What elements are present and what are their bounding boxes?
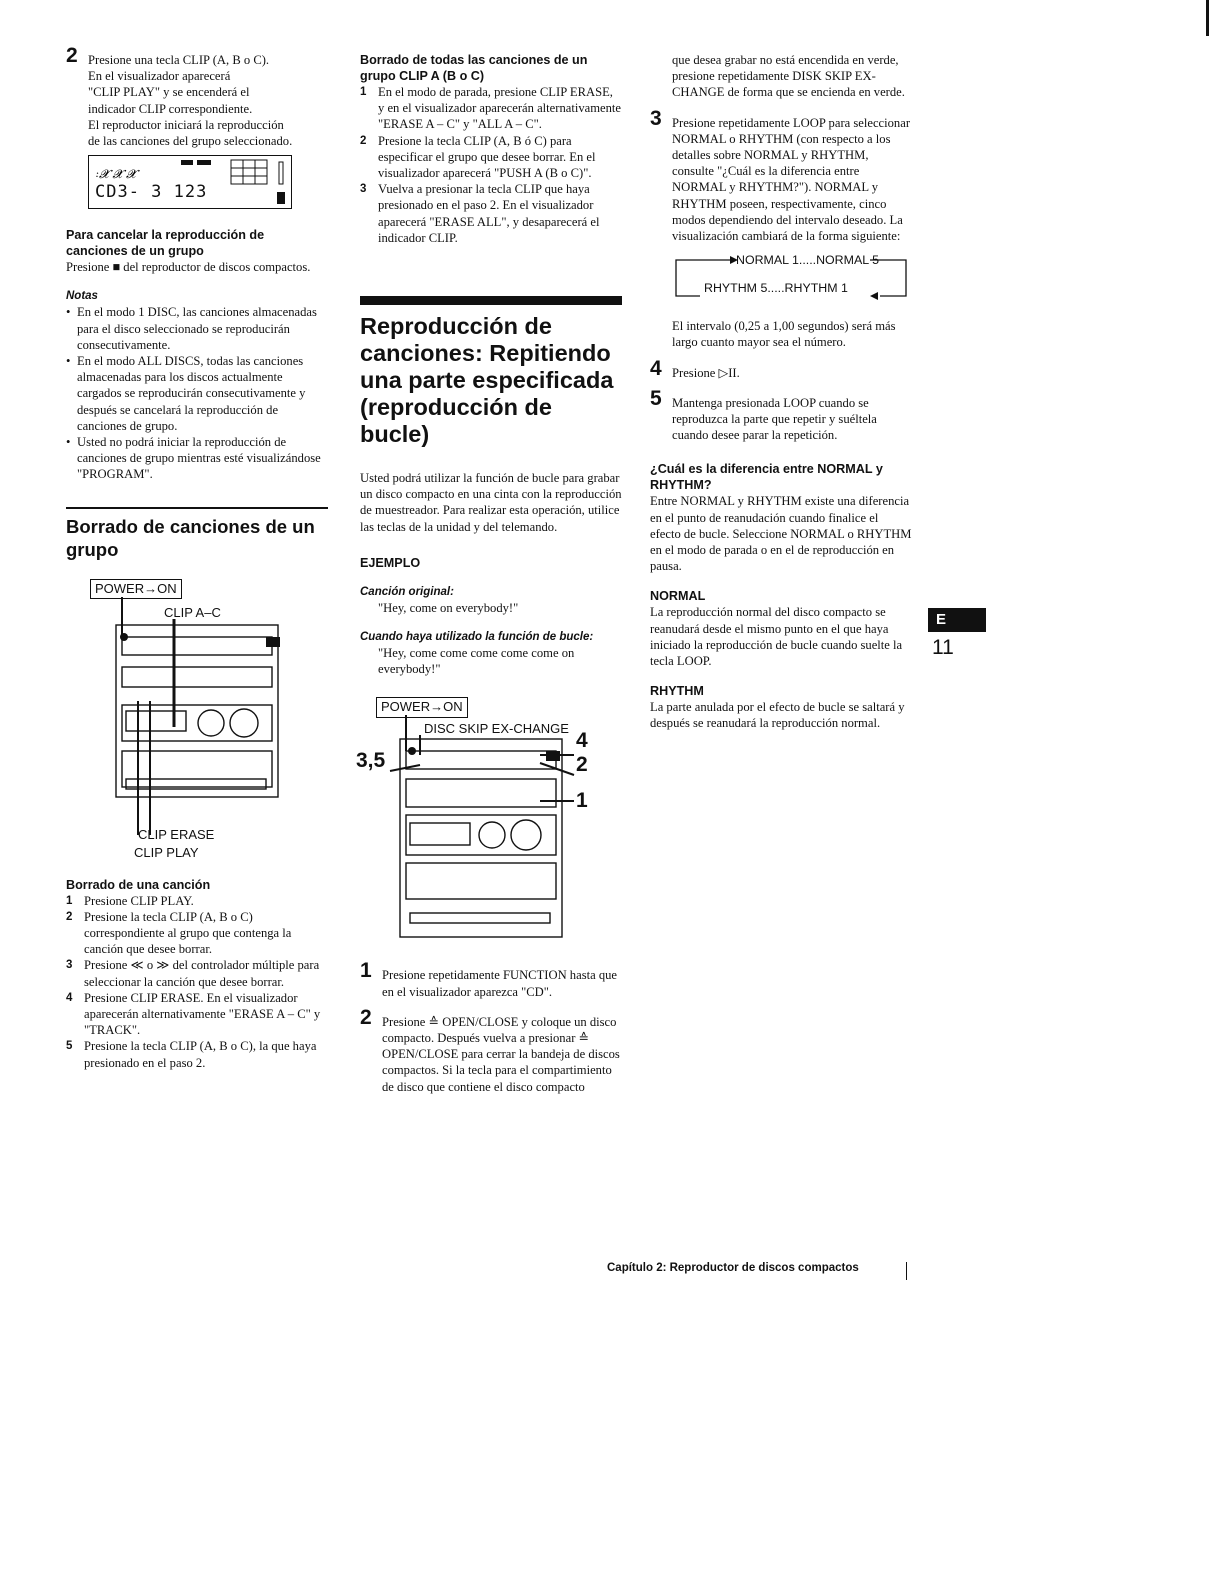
list-item: 5 Presione la tecla CLIP (A, B o C), la que haya presionado en el paso 2. (66, 1039, 317, 1070)
interval-note: El intervalo (0,25 a 1,00 segundos) será más largo cuanto mayor sea el número. (672, 319, 896, 350)
todas-heading: Borrado de todas las canciones de un grupo CLIP A (B o C) (360, 53, 588, 83)
column-1 (66, 44, 328, 1071)
step-2 (66, 44, 328, 149)
loop-normal-sequence: NORMAL 1.....NORMAL 5 (736, 253, 879, 268)
list-item: 1 En el modo de parada, presione CLIP ERASE, y en el visualizador aparecerán alternativamente "ERASE A – C" y "ALL A – C". (360, 85, 621, 132)
power-on-label: POWER→ON (90, 579, 182, 599)
step-1: 1 Presione repetidamente FUNCTION hasta que en el visualizador aparezca "CD". (360, 959, 618, 999)
diff-body: Entre NORMAL y RHYTHM existe una diferencia en el punto de reanudación cuando finalice el efecto de bucle. Seleccione NORMAL o RHYTHM en el modo de parada o en el de reproducción en pausa. (650, 494, 912, 574)
display-text: CD3- 3 123 (95, 182, 208, 203)
rhythm-body: La parte anulada por el efecto de bucle se saltará y después se reanudará la reproducción normal. (650, 700, 905, 731)
bucle-label: Cuando haya utilizado la función de bucle: (360, 631, 594, 644)
svg-text:꞉𝓧 𝓧 𝓧: ꞉𝓧 𝓧 𝓧 (95, 167, 136, 182)
step-line: En el visualizador aparecerá (88, 69, 231, 84)
list-item: 4 Presione CLIP ERASE. En el visualizador aparecerán alternativamente "ERASE A – C" y "TRACK". (66, 990, 321, 1038)
stereo-drawing (66, 597, 328, 837)
callout-3-5: 3,5 (356, 749, 386, 773)
original-text: "Hey, come on everybody!" (378, 600, 519, 615)
clip-play-label: CLIP PLAY (134, 844, 199, 860)
rhythm-heading: RHYTHM (650, 684, 704, 699)
callout-1: 1 (576, 789, 588, 813)
stereo-figure-1 (66, 577, 328, 869)
section-rule (360, 296, 622, 305)
borrado-heading: Borrado de una canción (66, 877, 211, 892)
disc-skip-label: DISC SKIP EX-CHANGE (424, 721, 569, 737)
step-number: 2 (360, 1005, 372, 1029)
stereo-figure-2 (356, 697, 622, 943)
intro-paragraph: Usted podrá utilizar la función de bucle para grabar un disco compacto en una cinta con la reproducción de muestreador. Para realizar esta operación, utilice las teclas de la unidad y del telemando. (360, 471, 622, 534)
continued-text: que desea grabar no está encendida en verde, presione repetidamente DISK SKIP EX-CHANGE de forma que se encienda en verde. (672, 53, 905, 100)
cancel-body: Presione ■ del reproductor de discos compactos. (66, 260, 311, 275)
edge-mark (1206, 0, 1209, 36)
section-rule (66, 507, 328, 509)
power-on-label: POWER→ON (376, 697, 468, 717)
display-figure (88, 155, 292, 209)
callout-2: 2 (576, 753, 588, 777)
note-item: • En el modo 1 DISC, las canciones almacenadas para el disco seleccionado se reproducirán consecutivamente. (66, 305, 317, 352)
list-item: 3 Presione ≪ o ≫ del controlador múltiple para seleccionar la canción que desee borrar. (66, 958, 320, 989)
normal-heading: NORMAL (650, 589, 706, 604)
loop-cycle-diagram (674, 252, 910, 304)
step-number: 3 (650, 106, 662, 130)
clip-erase-label: CLIP ERASE (138, 826, 215, 842)
step-number: 5 (650, 386, 662, 410)
list-item: 1 Presione CLIP PLAY. (66, 893, 194, 908)
step-3: 3 Presione repetidamente LOOP para seleccionar NORMAL o RHYTHM (con respecto a los detalles sobre NORMAL y RHYTHM, consulte "¿Cuál es la diferencia entre NORMAL y RHYTHM?"). NORMAL y RHYTHM poseen, respectivamente, cinco modos dependiendo del intervalo deseado. La visualización cambiará de la forma siguiente: (650, 106, 911, 244)
language-tab: E (928, 608, 986, 632)
stereo-drawing (360, 715, 622, 945)
note-item: • En el modo ALL DISCS, todas las canciones almacenadas para los discos actualmente cargados se reproducirán consecutivamente y después se cancelará la reproducción de canciones de grupo. (66, 354, 306, 433)
original-label: Canción original: (360, 585, 454, 598)
step-line: El reproductor iniciará la reproducción (88, 117, 284, 132)
list-item: 2 Presione la tecla CLIP (A, B ó C) para especificar el grupo que desee borrar. En el visualizador aparecerá "PUSH A (B o C)". (360, 133, 596, 181)
list-item: 3 Vuelva a presionar la tecla CLIP que haya presionado en el paso 2. En el visualizador aparecerá "ERASE ALL", y desaparecerá el indicador CLIP. (360, 182, 600, 245)
step-2: 2 Presione ≙ OPEN/CLOSE y coloque un disco compacto. Después vuelva a presionar ≙ OPEN/CLOSE para cerrar la bandeja de discos compactos. Si la tecla para el compartimiento de disco que contiene el disco compacto (360, 1005, 620, 1094)
step-number: 1 (360, 959, 372, 983)
footer-rule (906, 1262, 907, 1280)
step-line: Presione una tecla CLIP (A, B o C). (88, 53, 270, 67)
column-2 (356, 52, 622, 1095)
normal-body: La reproducción normal del disco compacto se reanudará desde el mismo punto en el que haya iniciado la reproducción de bucle cuando suelte la tecla LOOP. (650, 605, 903, 669)
note-item: • Usted no podrá iniciar la reproducción de canciones de grupo mientras esté visualizándose "PROGRAM". (66, 435, 321, 482)
cancel-heading: Para cancelar la reproducción de canciones de un grupo (66, 228, 265, 259)
page-number: 11 (932, 636, 954, 659)
loop-rhythm-sequence: RHYTHM 5.....RHYTHM 1 (704, 281, 848, 296)
step-5: 5 Mantenga presionada LOOP cuando se reproduzca la parte que repetir y suéltela cuando desee parar la repetición. (650, 386, 877, 443)
callout-4: 4 (576, 729, 588, 753)
diff-heading: ¿Cuál es la diferencia entre NORMAL y RHYTHM? (650, 462, 883, 493)
notas-heading: Notas (66, 290, 98, 303)
step-number: 4 (650, 356, 662, 380)
section-title: Borrado de canciones de un grupo (66, 515, 315, 560)
clip-ac-label: CLIP A–C (164, 604, 221, 620)
list-item: 2 Presione la tecla CLIP (A, B o C) correspondiente al grupo que contenga la canción que desee borrar. (66, 909, 292, 957)
chapter-footer: Capítulo 2: Reproductor de discos compactos (607, 1262, 859, 1274)
ejemplo-heading: EJEMPLO (360, 555, 421, 570)
step-4: 4 Presione ▷II. (650, 356, 740, 380)
bucle-text: "Hey, come come come come come on everybody!" (378, 646, 575, 677)
step-line: indicador CLIP correspondiente. (88, 101, 253, 116)
column-3 (650, 52, 912, 732)
step-line: de las canciones del grupo seleccionado. (88, 134, 293, 149)
section-big-title: Reproducción de canciones: Repitiendo una parte especificada (reproducción de bucle) (360, 313, 614, 448)
step-line: "CLIP PLAY" y se encenderá el (88, 85, 250, 100)
step-number: 2 (66, 44, 78, 67)
